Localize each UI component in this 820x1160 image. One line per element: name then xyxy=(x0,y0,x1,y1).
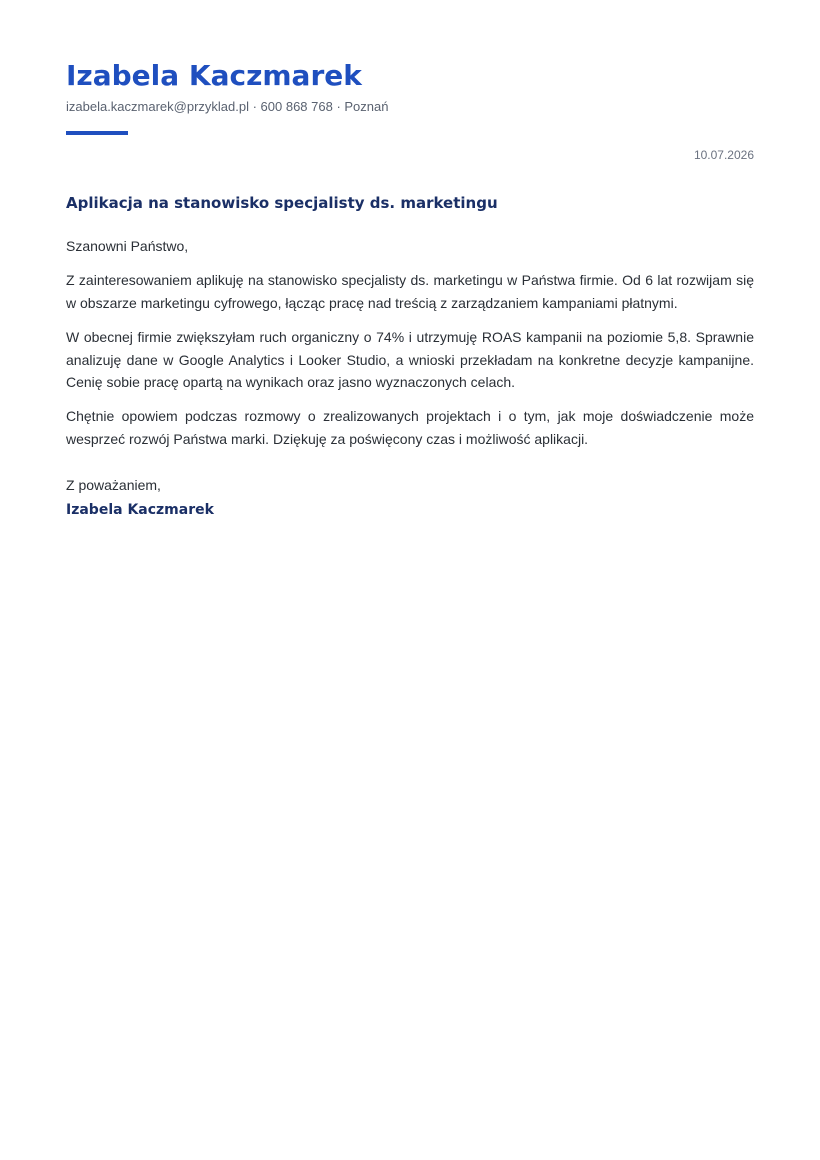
letter-subject: Aplikacja na stanowisko specjalisty ds. marketingu xyxy=(66,194,498,212)
salutation: Szanowni Państwo, xyxy=(66,238,189,254)
body-paragraph-1: Z zainteresowaniem aplikuję na stanowisko specjalisty ds. marketingu w Państwa firmie. Od 6 lat rozwijam się w obszarze marketingu cyfrowego, łącząc pracę nad treścią z zarządzaniem kampaniami płatnymi. xyxy=(66,272,754,311)
sender-name: Izabela Kaczmarek xyxy=(66,59,362,92)
signature-name: Izabela Kaczmarek xyxy=(66,502,214,518)
letter-date: 10.07.2026 xyxy=(693,148,754,162)
sender-contact-line: izabela.kaczmarek@przyklad.pl · 600 868 768 · Poznań xyxy=(66,99,389,114)
header-accent-divider xyxy=(66,131,128,135)
body-paragraph-2: W obecnej firmie zwiększyłam ruch organiczny o 74% i utrzymuję ROAS kampanii na poziomie 5,8. Sprawnie analizuję dane w Google Analytics i Looker Studio, a wnioski przekładam na konkretne decyzje kampanijne. Cenię sobie pracę opartą na wynikach oraz jasno wyznaczonych celach. xyxy=(66,329,754,390)
closing-phrase: Z poważaniem, xyxy=(66,477,161,493)
body-paragraph-3: Chętnie opowiem podczas rozmowy o zrealizowanych projektach i o tym, jak moje doświadczenie może wesprzeć rozwój Państwa marki. Dziękuję za poświęcony czas i możliwość aplikacji. xyxy=(66,408,754,447)
